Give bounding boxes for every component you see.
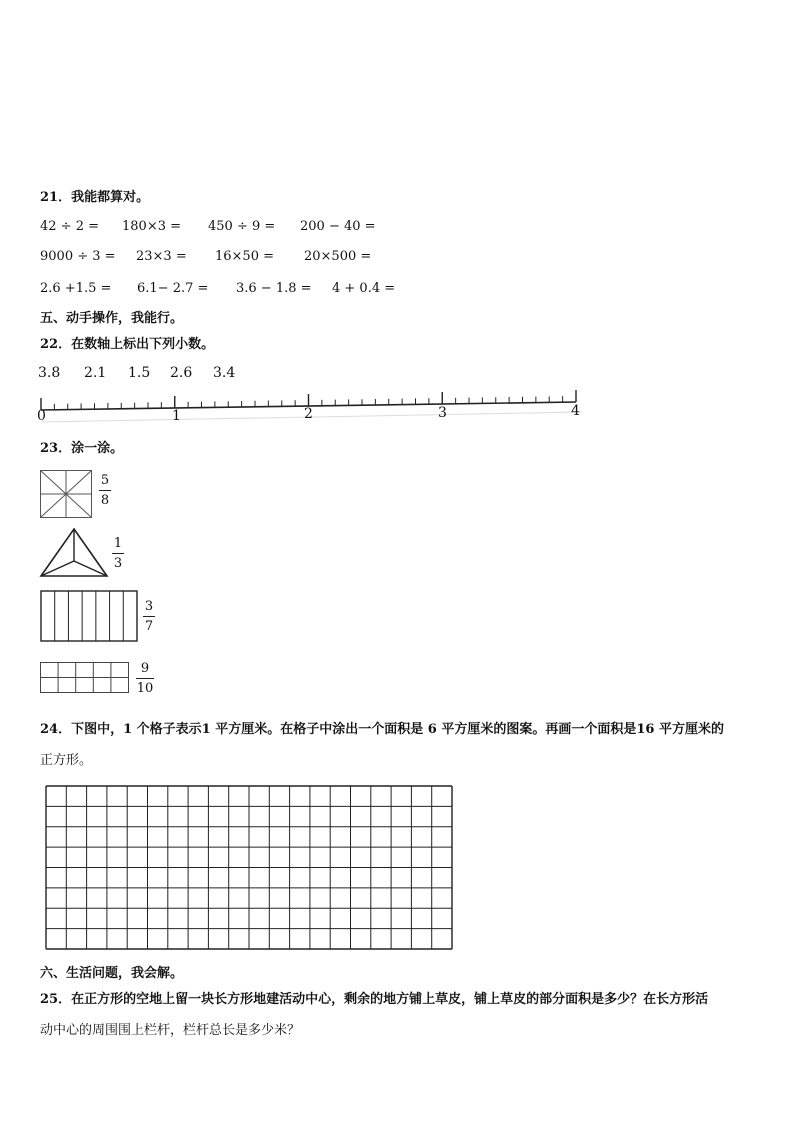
axis-label-1: 1: [172, 408, 181, 424]
q24-line1: 24．下图中，1 个格子表示1 平方厘米。在格子中涂出一个面积是 6 平方厘米的图案。再画一个面积是16 平方厘米的: [40, 722, 724, 737]
q25-line2: 动中心的周围围上栏杆，栏杆总长是多少米？: [40, 1023, 301, 1038]
square-grid[interactable]: [45, 785, 453, 950]
q21-r3-c4: 4 + 0.4 =: [332, 281, 396, 296]
axis-label-2: 2: [304, 406, 313, 422]
q21-r2-c1: 9000 ÷ 3 =: [40, 249, 116, 264]
section5-title: 五、动手操作，我能行。: [40, 311, 184, 326]
fraction-bar: [143, 616, 155, 617]
fraction-3-7: [143, 599, 155, 634]
q21-r3-c2: 6.1− 2.7 =: [137, 281, 209, 296]
fraction-bar: [112, 553, 124, 554]
q25-line1: 25．在正方形的空地上留一块长方形地建活动中心，剩余的地方铺上草皮，铺上草皮的部分面积是多少？在长方形活: [40, 992, 709, 1007]
fraction-bar: [136, 678, 154, 679]
q22-decimal-1: 3.8: [38, 365, 61, 381]
q21-r3-c3: 3.6 − 1.8 =: [236, 281, 312, 296]
q21-r1-c1: 42 ÷ 2 =: [40, 219, 99, 234]
fraction-5-8: [99, 473, 111, 508]
section6-title: 六、生活问题，我会解。: [40, 966, 184, 981]
q21-r1-c3: 450 ÷ 9 =: [208, 219, 276, 234]
fraction-bar: [99, 490, 111, 491]
fraction-denominator: 7: [144, 619, 154, 634]
q22-decimal-4: 2.6: [170, 365, 193, 381]
q24-line2: 正方形。: [40, 753, 93, 768]
q21-r1-c4: 200 − 40 =: [300, 219, 376, 234]
fraction-denominator: 8: [100, 493, 110, 508]
q23-title: 23．涂一涂。: [40, 441, 124, 456]
square-eighths-shape: [40, 470, 92, 518]
fraction-denominator: 10: [136, 681, 154, 696]
q21-r2-c3: 16×50 =: [215, 249, 275, 264]
axis-label-0: 0: [37, 408, 46, 424]
q22-decimal-3: 1.5: [128, 365, 151, 381]
q22-decimal-5: 3.4: [213, 365, 236, 381]
fraction-numerator: 1: [113, 536, 123, 551]
axis-label-3: 3: [438, 405, 447, 421]
rectangle-tenths-shape: [40, 662, 130, 694]
axis-label-4: 4: [571, 403, 580, 419]
q21-r2-c2: 23×3 =: [136, 249, 187, 264]
fraction-9-10: [136, 661, 154, 696]
fraction-1-3: [112, 536, 124, 571]
q21-r1-c2: 180×3 =: [122, 219, 182, 234]
q21-r3-c1: 2.6 +1.5 =: [40, 281, 112, 296]
rectangle-sevenths-shape: [40, 590, 138, 642]
fraction-numerator: 3: [144, 599, 154, 614]
q22-title: 22．在数轴上标出下列小数。: [40, 337, 215, 352]
q21-r2-c4: 20×500 =: [304, 249, 372, 264]
triangle-thirds-shape: [40, 528, 108, 578]
fraction-denominator: 3: [113, 556, 123, 571]
q21-title: 21．我能都算对。: [40, 190, 150, 205]
q22-decimal-2: 2.1: [84, 365, 107, 381]
fraction-numerator: 9: [140, 661, 150, 676]
fraction-numerator: 5: [100, 473, 110, 488]
